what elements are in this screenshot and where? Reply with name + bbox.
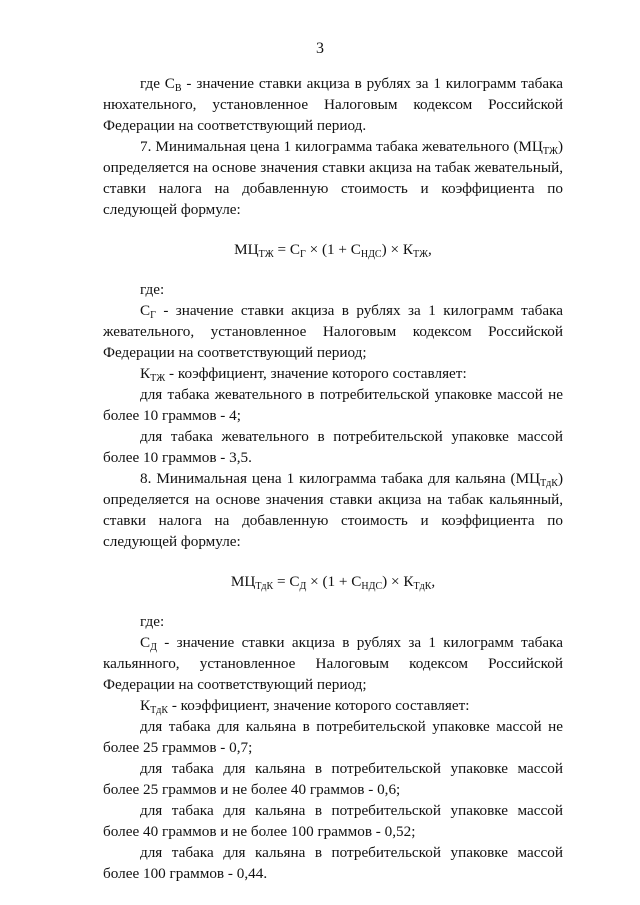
subscript-text: ТЖ bbox=[150, 373, 166, 384]
text-run: ) × К bbox=[381, 241, 413, 258]
formula bbox=[103, 239, 563, 260]
text-run: = С bbox=[273, 241, 300, 258]
text-run: С bbox=[140, 634, 151, 651]
text-run: ) определяется на основе значения ставки акциза на табак кальянный, ставки налога на добавленную стоимость и коэффициента по следующей формуле: bbox=[103, 470, 563, 550]
subscript-text: ТдК bbox=[150, 705, 169, 716]
list-item bbox=[103, 426, 563, 468]
subscript-text: Г bbox=[300, 249, 306, 260]
text-run: = С bbox=[273, 573, 300, 590]
list-item bbox=[103, 758, 563, 800]
paragraph bbox=[103, 468, 563, 552]
subscript-text: Д bbox=[150, 642, 157, 653]
formula bbox=[103, 571, 563, 592]
paragraph bbox=[103, 363, 563, 384]
text-run: 7. Минимальная цена 1 килограмма табака жевательного (МЦ bbox=[140, 138, 543, 155]
text-run: × (1 + С bbox=[306, 573, 362, 590]
text-run: - значение ставки акциза в рублях за 1 килограмм табака кальянного, установленное Налоговым кодексом Российской Федерации на соответствующий период; bbox=[103, 634, 563, 693]
text-run: - значение ставки акциза в рублях за 1 килограмм табака нюхательного, установленное Налоговым кодексом Российской Федерации на соответствующий период. bbox=[103, 75, 563, 134]
text-run: - коэффициент, значение которого составляет: bbox=[165, 365, 467, 382]
text-run: для табака жевательного в потребительской упаковке массой более 10 граммов - 3,5. bbox=[103, 428, 563, 466]
subscript-text: В bbox=[174, 83, 182, 94]
text-run: для табака для кальяна в потребительской упаковке массой более 25 граммов и не более 40 граммов - 0,6; bbox=[103, 760, 563, 798]
paragraph bbox=[103, 279, 563, 300]
subscript-text: НДС bbox=[361, 581, 383, 592]
text-run: где: bbox=[140, 613, 165, 630]
subscript-text: ТЖ bbox=[258, 249, 274, 260]
paragraph bbox=[103, 632, 563, 695]
text-run: для табака для кальяна в потребительской упаковке массой более 40 граммов и не более 100 граммов - 0,52; bbox=[103, 802, 563, 840]
document-body bbox=[103, 73, 563, 884]
page-number: 3 bbox=[316, 40, 324, 57]
list-item bbox=[103, 842, 563, 884]
subscript-text: ТдК bbox=[540, 478, 558, 489]
text-run: где С bbox=[140, 75, 175, 92]
paragraph bbox=[103, 695, 563, 716]
text-run: для табака для кальяна в потребительской упаковке массой более 100 граммов - 0,44. bbox=[103, 844, 563, 882]
text-run: , bbox=[431, 573, 436, 590]
subscript-text: Г bbox=[150, 310, 156, 321]
subscript-text: ТЖ bbox=[542, 146, 558, 157]
subscript-text: ТЖ bbox=[412, 249, 429, 260]
text-run: ) определяется на основе значения ставки акциза на табак жевательный, ставки налога на добавленную стоимость и коэффициента по следующей формуле: bbox=[103, 138, 563, 218]
text-run: , bbox=[428, 241, 432, 258]
text-run: × (1 + С bbox=[305, 241, 361, 258]
list-item bbox=[103, 384, 563, 426]
paragraph bbox=[103, 611, 563, 632]
paragraph bbox=[103, 73, 563, 136]
text-run: - коэффициент, значение которого составляет: bbox=[168, 697, 470, 714]
text-run: МЦ bbox=[230, 573, 256, 590]
text-run: К bbox=[140, 365, 151, 382]
text-run: МЦ bbox=[234, 241, 259, 258]
text-run: 8. Минимальная цена 1 килограмма табака для кальяна (МЦ bbox=[140, 470, 541, 487]
text-run: для табака для кальяна в потребительской упаковке массой не более 25 граммов - 0,7; bbox=[103, 718, 563, 756]
text-run: где: bbox=[140, 281, 165, 298]
text-run: для табака жевательного в потребительской упаковке массой не более 10 граммов - 4; bbox=[103, 386, 563, 424]
list-item bbox=[103, 716, 563, 758]
paragraph bbox=[103, 136, 563, 220]
subscript-text: ТдК bbox=[255, 581, 274, 592]
text-run: С bbox=[140, 302, 151, 319]
text-run: ) × К bbox=[382, 573, 414, 590]
list-item bbox=[103, 800, 563, 842]
subscript-text: ТдК bbox=[413, 581, 432, 592]
text-run: К bbox=[140, 697, 151, 714]
paragraph bbox=[103, 300, 563, 363]
text-run: - значение ставки акциза в рублях за 1 килограмм табака жевательного, установленное Налоговым кодексом Российской Федерации на соответствующий период; bbox=[103, 302, 563, 361]
subscript-text: НДС bbox=[360, 249, 382, 260]
subscript-text: Д bbox=[299, 581, 307, 592]
